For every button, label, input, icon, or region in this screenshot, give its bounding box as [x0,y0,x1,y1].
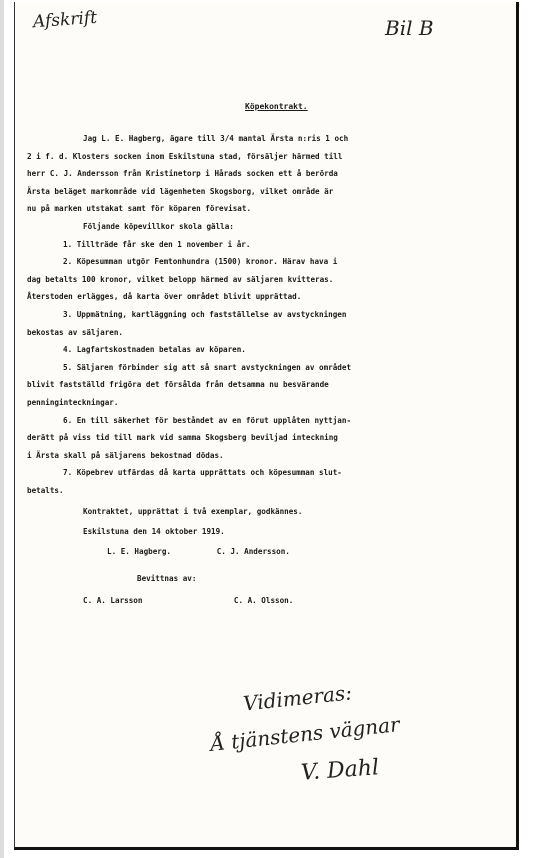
document-line: 3. Uppmätning, kartläggning och fastställelse av avstyckningen [63,309,347,319]
document-line: i Ärsta skall på säljarens bekostnad dödas. [27,450,224,460]
document-line: 2 i f. d. Klosters socken inom Eskilstuna stad, försäljer härmed till [27,151,343,161]
annotation-bilaga: Bil B [385,16,434,40]
document-line: blivit fastställd frigöra det försålda från detsamma nu besvärande [27,380,329,390]
document-line: 6. En till säkerhet för beståndet av en förut upplåten nyttjan- [63,415,352,425]
document-line: Eskilstuna den 14 oktober 1919. [83,527,225,537]
document-line: Ärsta beläget markområde vid lägenheten Skogsborg, vilket område är [27,186,334,196]
document-line: derätt på viss tid till mark vid samma Skogsberg beviljad inteckning [27,433,338,443]
document-line: betalts. [27,485,64,495]
document-line: bekostas av säljaren. [27,327,124,337]
annotation-afskrift: Afskrift [32,7,98,33]
document-line: Bevittnas av: [137,574,197,584]
document-page [14,2,519,850]
document-line: herr C. J. Andersson från Kristinetorp i Hårads socken ett å berörda [27,169,338,179]
scan-edge [0,0,4,858]
document-line: Jag L. E. Hagberg, ägare till 3/4 mantal Ärsta n:ris 1 och [83,134,349,143]
document-line: dag betalts 100 kronor, vilket belopp härmed av säljaren kvitteras. [27,274,334,284]
document-line: Följande köpevillkor skola gälla: [83,221,234,231]
vidimeras-note: Vidimeras: [242,680,353,716]
document-title: Köpekontrakt. [245,102,308,111]
document-line: penninginteckningar. [27,397,119,407]
document-line: C. A. Larsson C. A. Olsson. [83,595,294,605]
handwritten-signature: V. Dahl [300,755,380,786]
document-line: Kontraktet, upprättat i två exemplar, godkännes. [83,507,303,517]
document-line: Återstoden erlägges, då karta över området blivit upprättad. [27,292,302,302]
document-line: 2. Köpesumman utgör Femtonhundra (1500) kronor. Härav hava i [63,257,338,267]
tjanstens-vagnar-note: Å tjänstens vägnar [209,712,401,756]
document-line: nu på marken utstakat samt för köparen förevisat. [27,204,252,214]
document-line: 7. Köpebrev utfärdas då karta upprättats och köpesumman slut- [63,468,342,478]
document-line: L. E. Hagberg. C. J. Andersson. [107,546,290,556]
document-line: 4. Lagfartskostnaden betalas av köparen. [63,345,246,355]
document-line: 1. Tillträde får ske den 1 november i år. [63,239,251,249]
document-body [27,130,523,609]
document-line: 5. Säljaren förbinder sig att så snart avstyckningen av området [63,362,352,372]
